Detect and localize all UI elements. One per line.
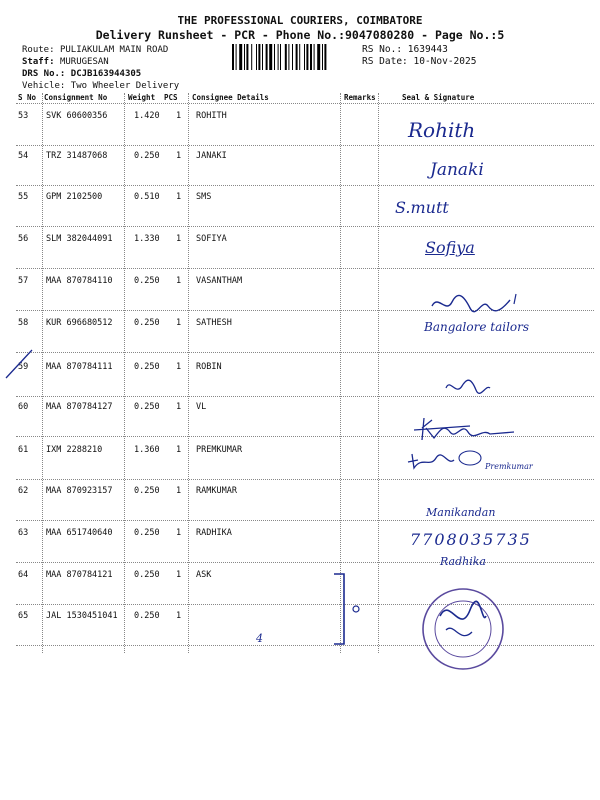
cell-weight: 0.250 (134, 276, 160, 286)
header-rule (16, 103, 594, 104)
barcode-bar (239, 44, 242, 70)
cell-weight: 0.250 (134, 151, 160, 161)
drs-value: DCJB163944305 (70, 69, 142, 79)
barcode-bar (324, 44, 326, 70)
barcode-bar (285, 44, 287, 70)
remark-65: 4 (256, 632, 263, 645)
cell-consignment: IXM 2288210 (46, 445, 103, 455)
barcode-bar (258, 44, 260, 70)
cell-weight: 0.250 (134, 362, 160, 372)
cell-sno: 53 (18, 111, 29, 121)
cell-consignee: ROHITH (196, 111, 227, 121)
cell-consignee: SATHESH (196, 318, 232, 328)
cell-weight: 1.420 (134, 111, 160, 121)
cell-pcs: 1 (176, 362, 182, 372)
cell-pcs: 1 (176, 611, 182, 621)
barcode-bar (322, 44, 323, 70)
cell-sno: 61 (18, 445, 29, 455)
table-row (16, 570, 594, 584)
cell-consignee: ROBIN (196, 362, 222, 372)
barcode-bar (288, 44, 289, 70)
drs-label: DRS No.: (22, 69, 66, 79)
table-row (16, 362, 594, 376)
cell-consignment: MAA 870784121 (46, 570, 113, 580)
margin-tick (2, 346, 36, 382)
staff-value: MURUGESAN (59, 57, 109, 67)
cell-consignee: RADHIKA (196, 528, 232, 538)
barcode-bar (299, 44, 300, 70)
cell-sno: 62 (18, 486, 29, 496)
table-row (16, 611, 594, 625)
col-consignee: Consignee Details (192, 93, 269, 102)
cell-weight: 0.250 (134, 486, 160, 496)
cell-consignee: VASANTHAM (196, 276, 243, 286)
barcode-bar (244, 44, 245, 70)
cell-consignment: TRZ 31487068 (46, 151, 108, 161)
signature-62: Manikandan (426, 506, 496, 519)
cell-consignment: MAA 870923157 (46, 486, 113, 496)
rs-no-value: 1639443 (407, 44, 448, 55)
cell-pcs: 1 (176, 570, 182, 580)
cell-sno: 55 (18, 192, 29, 202)
cell-sno: 64 (18, 570, 29, 580)
cell-sno: 60 (18, 402, 29, 412)
signature-58: Bangalore tailors (424, 320, 530, 334)
table-row (16, 192, 594, 206)
cell-pcs: 1 (176, 192, 182, 202)
col-pcs: PCS (164, 93, 178, 102)
signature-60 (410, 412, 520, 442)
drs-line (22, 69, 141, 79)
remarks-bracket (328, 570, 368, 650)
col-sno: S No (18, 93, 37, 102)
cell-weight: 0.250 (134, 318, 160, 328)
staff-label: Staff: (22, 57, 55, 67)
barcode-bar (306, 44, 308, 70)
table-row (16, 276, 594, 290)
signature-61-mark (404, 446, 484, 474)
route-label: Route: (22, 45, 55, 55)
barcode-bar (256, 44, 257, 70)
cell-pcs: 1 (176, 402, 182, 412)
table-row (16, 486, 594, 500)
cell-consignment: MAA 870784110 (46, 276, 113, 286)
cell-consignee: PREMKUMAR (196, 445, 243, 455)
cell-sno: 54 (18, 151, 29, 161)
cell-pcs: 1 (176, 528, 182, 538)
cell-consignee: SMS (196, 192, 212, 202)
barcode (232, 44, 358, 70)
cell-pcs: 1 (176, 111, 182, 121)
barcode-bar (278, 44, 279, 70)
barcode-bar (251, 44, 252, 70)
cell-pcs: 1 (176, 318, 182, 328)
cell-consignee: JANAKI (196, 151, 227, 161)
cell-consignee: SOFIYA (196, 234, 227, 244)
cell-weight: 0.250 (134, 402, 160, 412)
row-rule (16, 185, 594, 186)
row-rule (16, 396, 594, 397)
cell-consignment: SLM 382044091 (46, 234, 113, 244)
barcode-bar (310, 44, 312, 70)
barcode-bar (274, 44, 275, 70)
cell-weight: 0.250 (134, 611, 160, 621)
barcode-bar (314, 44, 315, 70)
row-rule (16, 145, 594, 146)
cell-consignee: ASK (196, 570, 212, 580)
signature-57 (430, 292, 520, 316)
barcode-bar (232, 44, 234, 70)
cell-pcs: 1 (176, 151, 182, 161)
row-rule (16, 226, 594, 227)
cell-weight: 1.360 (134, 445, 160, 455)
col-consignment: Consignment No (44, 93, 108, 102)
row-rule (16, 604, 594, 605)
row-rule (16, 479, 594, 480)
cell-sno: 56 (18, 234, 29, 244)
barcode-bar (296, 44, 298, 70)
rs-date-value: 10-Nov-2025 (413, 56, 477, 67)
rs-date-label: RS Date: (362, 56, 408, 67)
col-weight: Weight (128, 93, 156, 102)
cell-weight: 0.510 (134, 192, 160, 202)
barcode-bar (292, 44, 293, 70)
row-rule (16, 268, 594, 269)
cell-consignment: KUR 696680512 (46, 318, 113, 328)
barcode-bar (266, 44, 268, 70)
vehicle-label: Vehicle: (22, 81, 66, 91)
cell-sno: 59 (18, 362, 29, 372)
cell-pcs: 1 (176, 486, 182, 496)
signature-63: Radhika (440, 555, 486, 568)
signature-54: Janaki (430, 160, 484, 180)
table-row (16, 111, 594, 125)
cell-weight: 1.330 (134, 234, 160, 244)
barcode-bar (317, 44, 320, 70)
cell-pcs: 1 (176, 445, 182, 455)
barcode-bar (304, 44, 305, 70)
cell-sno: 65 (18, 611, 29, 621)
table-row (16, 151, 594, 165)
col-signature: Seal & Signature (402, 93, 475, 102)
row-rule (16, 520, 594, 521)
cell-consignment: JAL 1530451041 (46, 611, 118, 621)
cell-pcs: 1 (176, 276, 182, 286)
route-line (22, 45, 168, 55)
company-seal (420, 586, 506, 672)
cell-sno: 63 (18, 528, 29, 538)
vehicle-line (22, 81, 179, 91)
rs-no-label: RS No.: (362, 44, 403, 55)
cell-consignment: GPM 2102500 (46, 192, 103, 202)
signature-56: Sofiya (425, 238, 475, 257)
cell-consignment: MAA 651740640 (46, 528, 113, 538)
route-value: PULIAKULAM MAIN ROAD (59, 45, 169, 55)
cell-consignee: RAMKUMAR (196, 486, 237, 496)
rs-number-line (362, 44, 448, 55)
cell-consignee: VL (196, 402, 207, 412)
col-remarks: Remarks (344, 93, 376, 102)
signature-59 (444, 376, 494, 398)
barcode-bar (246, 44, 248, 70)
rs-date-line (362, 56, 476, 67)
signature-63-phone: 7708035735 (410, 530, 532, 549)
barcode-bar (269, 44, 272, 70)
runsheet-table (16, 93, 594, 653)
table-row (16, 234, 594, 248)
barcode-bar (236, 44, 237, 70)
cell-weight: 0.250 (134, 570, 160, 580)
barcode-bar (280, 44, 281, 70)
runsheet-title: Delivery Runsheet - PCR - Phone No.:9047080280 - Page No.:5 (95, 28, 505, 42)
staff-line (22, 57, 109, 67)
cell-consignment: MAA 870784111 (46, 362, 113, 372)
signature-55: S.mutt (395, 198, 449, 217)
cell-consignment: MAA 870784127 (46, 402, 113, 412)
row-rule (16, 645, 594, 646)
company-name: THE PROFESSIONAL COURIERS, COIMBATORE (177, 14, 423, 27)
cell-sno: 57 (18, 276, 29, 286)
table-row (16, 445, 594, 459)
signature-53: Rohith (408, 118, 476, 142)
barcode-bar (262, 44, 263, 70)
row-rule (16, 562, 594, 563)
cell-sno: 58 (18, 318, 29, 328)
row-rule (16, 352, 594, 353)
signature-61: Premkumar (485, 462, 533, 471)
vehicle-value: Two Wheeler Delivery (70, 81, 180, 91)
cell-weight: 0.250 (134, 528, 160, 538)
cell-consignment: SVK 60600356 (46, 111, 108, 121)
cell-pcs: 1 (176, 234, 182, 244)
